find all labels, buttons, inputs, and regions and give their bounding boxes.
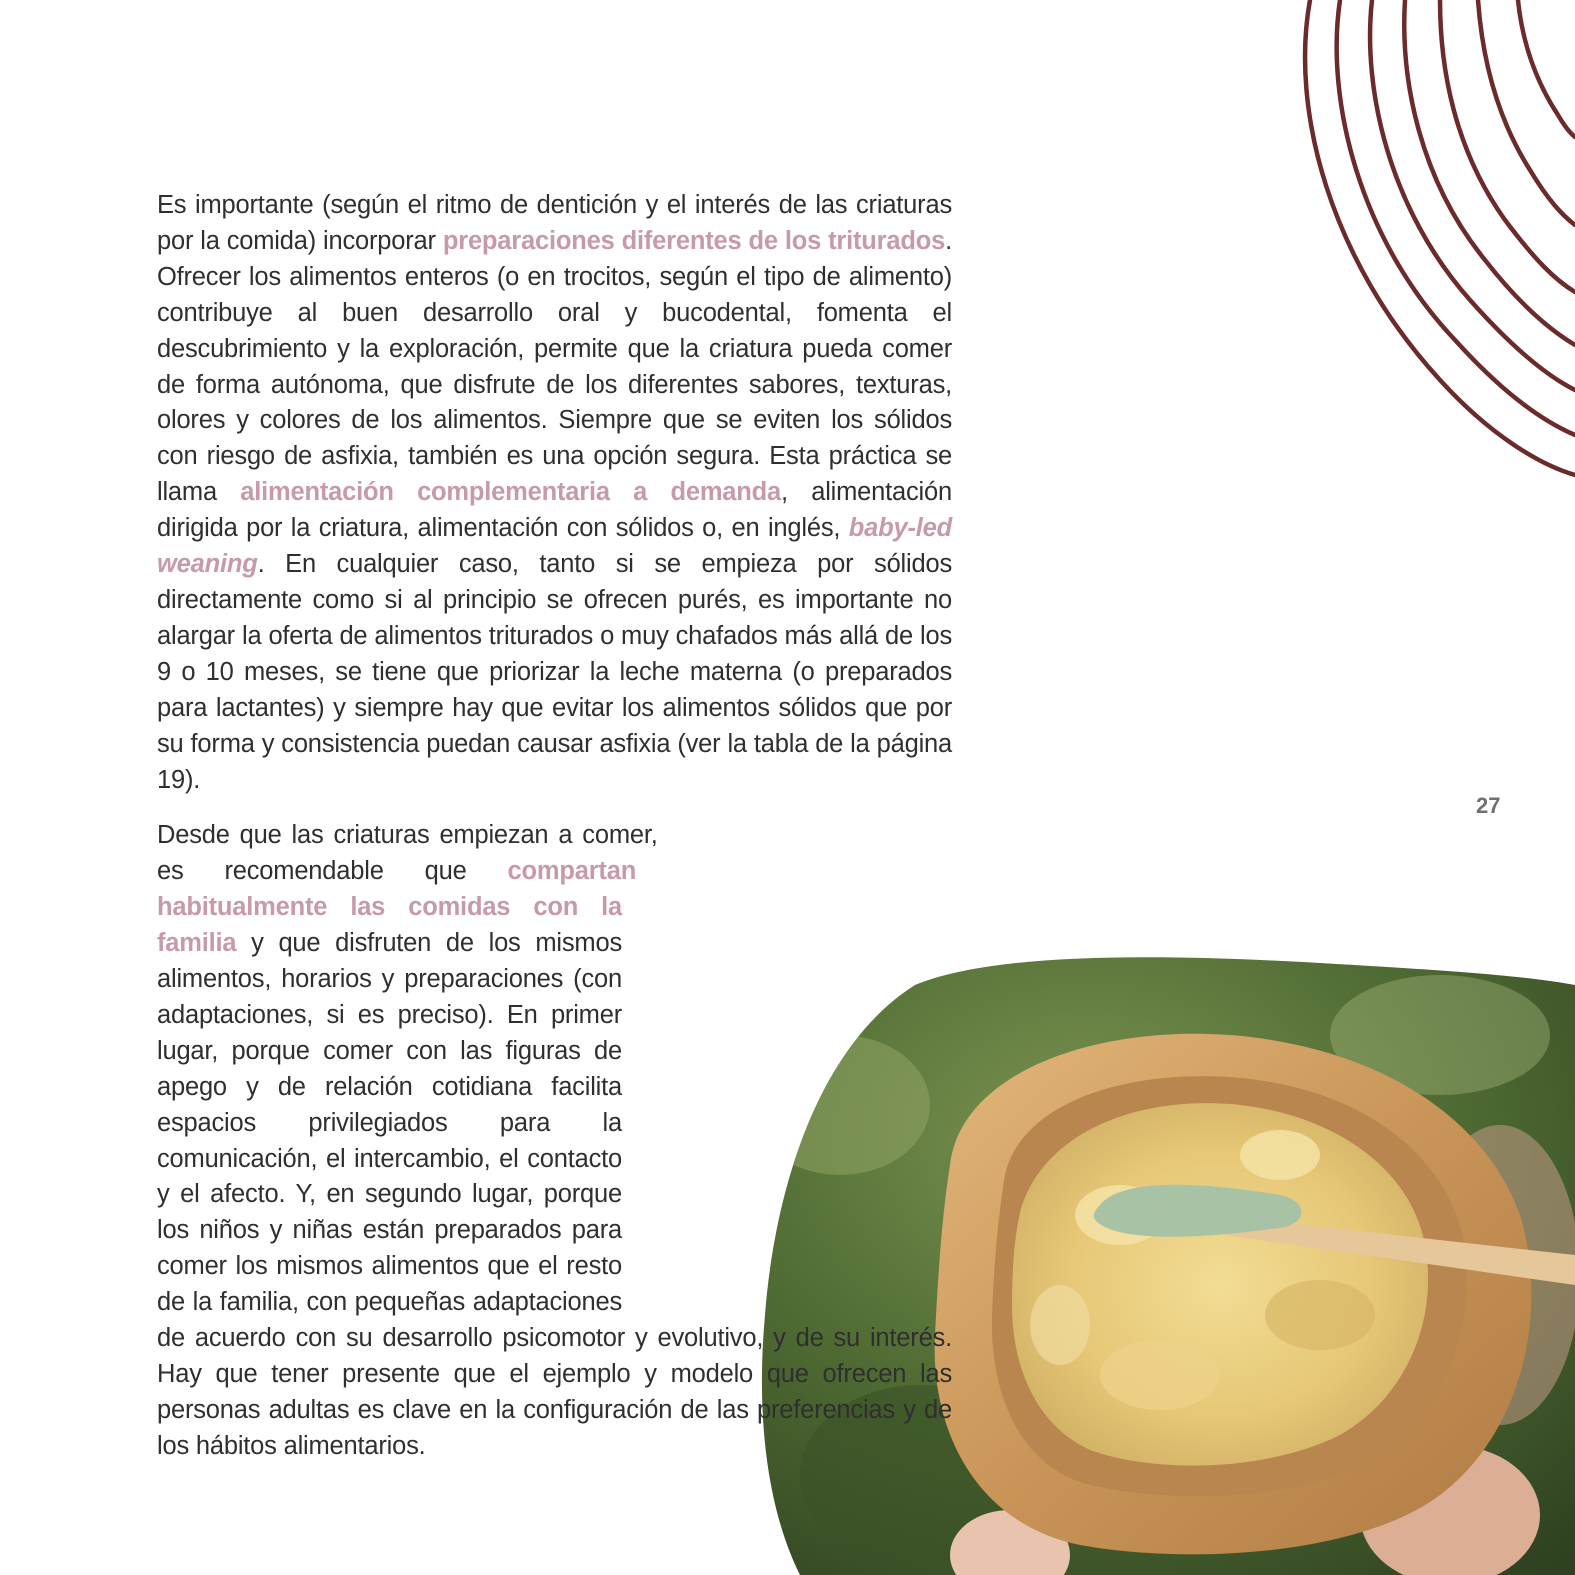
text-run: Desde que las criaturas empiezan a comer, es recomendable que: [157, 821, 658, 886]
page-number: 27: [1476, 793, 1501, 818]
highlight-preparaciones: preparaciones diferentes de los triturados: [442, 226, 946, 255]
body-text: [157, 188, 952, 1465]
text-run: Es importante (según el ritmo de dentición y el interés de las criaturas por la comida) incorporar: [157, 191, 952, 255]
text-run: y que disfruten de los mismos alimentos, horarios y preparaciones (con adaptaciones, si es preciso). En primer lugar, porque comer con las figuras de apego y de relación cotidiana facilita espacios privilegiados para la comunicación, el intercambio, el contacto y el afecto. Y, en segundo lugar, porque los niños y niñas están preparados para comer los mismos alimentos que el resto de la familia, con pequeñas adaptaciones de acuerdo con su desarrollo psicomotor y evolutivo, y de su interés. Hay que tener presente que el ejemplo y modelo que ofrecen las personas adultas es clave en la configuración de las preferencias y de los hábitos alimentarios.: [157, 929, 952, 1460]
text-run: . En cualquier caso, tanto si se empieza por sólidos directamente como si al principio se ofrecen purés, es importante no alargar la oferta de alimentos triturados o muy chafados más allá de los 9 o 10 meses, se tiene que priorizar la leche materna (o preparados para lactantes) y siempre hay que evitar los alimentos sólidos que por su forma y consistencia puedan causar asfixia (ver la tabla de la página 19).: [157, 550, 952, 794]
text-run: , alimentación dirigida por la criatura, alimentación con sólidos o, en inglés,: [157, 478, 952, 543]
paragraph-1: [157, 188, 952, 798]
paragraph-2: [157, 818, 952, 1464]
decorative-concentric-lines: [1290, 0, 1575, 500]
highlight-compartan-comidas: compartan habitualmente las comidas con la familia: [157, 857, 637, 958]
text-run: . Ofrecer los alimentos enteros (o en trocitos, según el tipo de alimento) contribuye al buen desarrollo oral y bucodental, fomenta el descubrimiento y la exploración, permite que la criatura pueda comer de forma autónoma, que disfrute de los diferentes sabores, texturas, olores y colores de los alimentos. Siempre que se eviten los sólidos con riesgo de asfixia, también es una opción segura. Esta práctica se llama: [157, 226, 952, 507]
highlight-baby-led-weaning: baby-led weaning: [157, 514, 952, 579]
highlight-alimentacion-complementaria: alimentación complementaria a demanda: [240, 478, 782, 507]
